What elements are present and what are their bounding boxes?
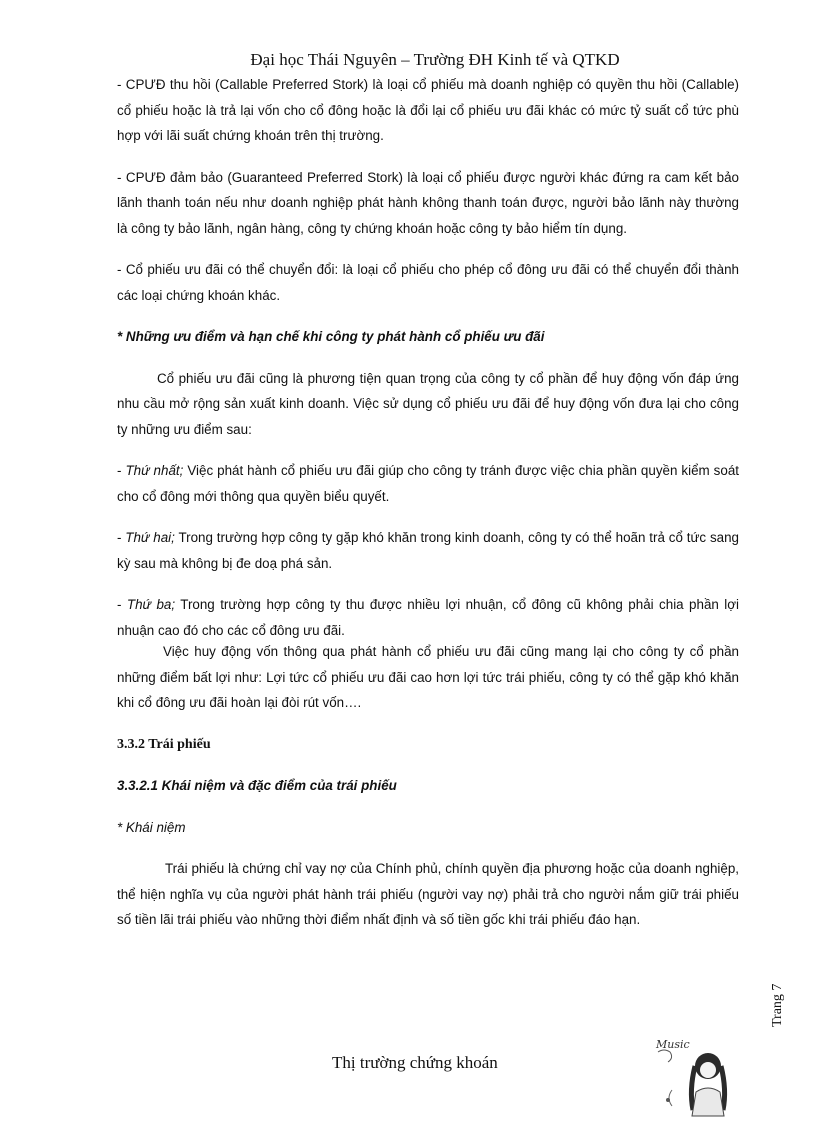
girl-music-logo	[650, 1030, 740, 1118]
page-footer: Thị trường chứng khoán	[332, 1053, 498, 1072]
paragraph-second	[117, 525, 739, 576]
text-first: Việc phát hành cổ phiếu ưu đãi giúp cho công ty tránh được việc chia phần quyền kiểm soát cho cổ đông mới thông qua quyền biểu quyết.	[117, 463, 739, 504]
prefix: -	[117, 463, 126, 478]
text-third: Trong trường hợp công ty thu được nhiều lợi nhuận, cổ đông cũ không phải chia phần lợi nhuận cao đó cho các cổ đông ưu đãi.	[117, 597, 739, 638]
label-second: Thứ hai;	[125, 530, 175, 545]
page-number: Trang 7	[770, 983, 785, 1027]
heading-definition: * Khái niệm	[117, 819, 186, 835]
label-first: Thứ nhất;	[125, 463, 184, 478]
logo-text: Music	[656, 1038, 690, 1051]
paragraph-bond-definition: Trái phiếu là chứng chỉ vay nợ của Chính phủ, chính quyền địa phương hoặc của doanh nghiệp, thể hiện nghĩa vụ của người phát hành trái phiếu (người vay nợ) phải trả cho người nắm giữ trái phiếu số tiền lãi trái phiếu vào những thời điểm nhất định và số tiền gốc khi trái phiếu đáo hạn.	[117, 861, 739, 927]
heading-bonds: 3.3.2 Trái phiếu	[117, 736, 211, 752]
document-body	[117, 72, 739, 933]
heading-advantages: * Những ưu điểm và hạn chế khi công ty phát hành cổ phiếu ưu đãi	[117, 329, 545, 344]
heading-bond-concept: 3.3.2.1 Khái niệm và đặc điểm của trái phiếu	[117, 778, 397, 793]
paragraph-callable: - CPƯĐ thu hồi (Callable Preferred Stork) là loại cổ phiếu mà doanh nghiệp có quyền thu hồi (Callable) cổ phiếu hoặc là trả lại vốn cho cổ đông hoặc là đổi lại cổ phiếu ưu đãi khác có mức tỷ suất cổ tức phù hợp với lãi suất chứng khoán trên thị trường.	[117, 77, 739, 143]
paragraph-third	[117, 592, 739, 643]
paragraph-first	[117, 458, 739, 509]
label-third: Thứ ba;	[126, 597, 176, 612]
page-header: Đại học Thái Nguyên – Trường ĐH Kinh tế và QTKD	[250, 50, 620, 69]
paragraph-preferred-intro: Cổ phiếu ưu đãi cũng là phương tiện quan trọng của công ty cổ phần để huy động vốn đáp ứng nhu cầu mở rộng sản xuất kinh doanh. Việc sử dụng cổ phiếu ưu đãi để huy động vốn đưa lại cho công ty những ưu điểm sau:	[117, 370, 739, 437]
paragraph-disadvantages: Việc huy động vốn thông qua phát hành cổ phiếu ưu đãi cũng mang lại cho công ty cổ phần những điểm bất lợi như: Lợi tức cổ phiếu ưu đãi cao hơn lợi tức trái phiếu, công ty có thể gặp khó khăn khi cổ đông ưu đãi hoàn lại đòi rút vốn….	[117, 644, 739, 710]
prefix: -	[117, 597, 127, 612]
paragraph-guaranteed: - CPƯĐ đảm bảo (Guaranteed Preferred Stork) là loại cổ phiếu được người khác đứng ra cam kết bảo lãnh thanh toán nếu như doanh nghiệp phát hành không thanh toán được, người bảo lãnh này thường là công ty bảo lãnh, ngân hàng, công ty chứng khoán hoặc công ty bảo hiểm tín dụng.	[117, 169, 739, 236]
prefix: -	[117, 530, 126, 545]
text-second: Trong trường hợp công ty gặp khó khăn trong kinh doanh, công ty có thể hoãn trả cổ tức sang kỳ sau mà không bị đe doạ phá sản.	[117, 530, 739, 571]
paragraph-convertible: - Cổ phiếu ưu đãi có thể chuyển đổi: là loại cổ phiếu cho phép cổ đông ưu đãi có thể chuyển đổi thành các loại chứng khoán khác.	[117, 262, 739, 303]
